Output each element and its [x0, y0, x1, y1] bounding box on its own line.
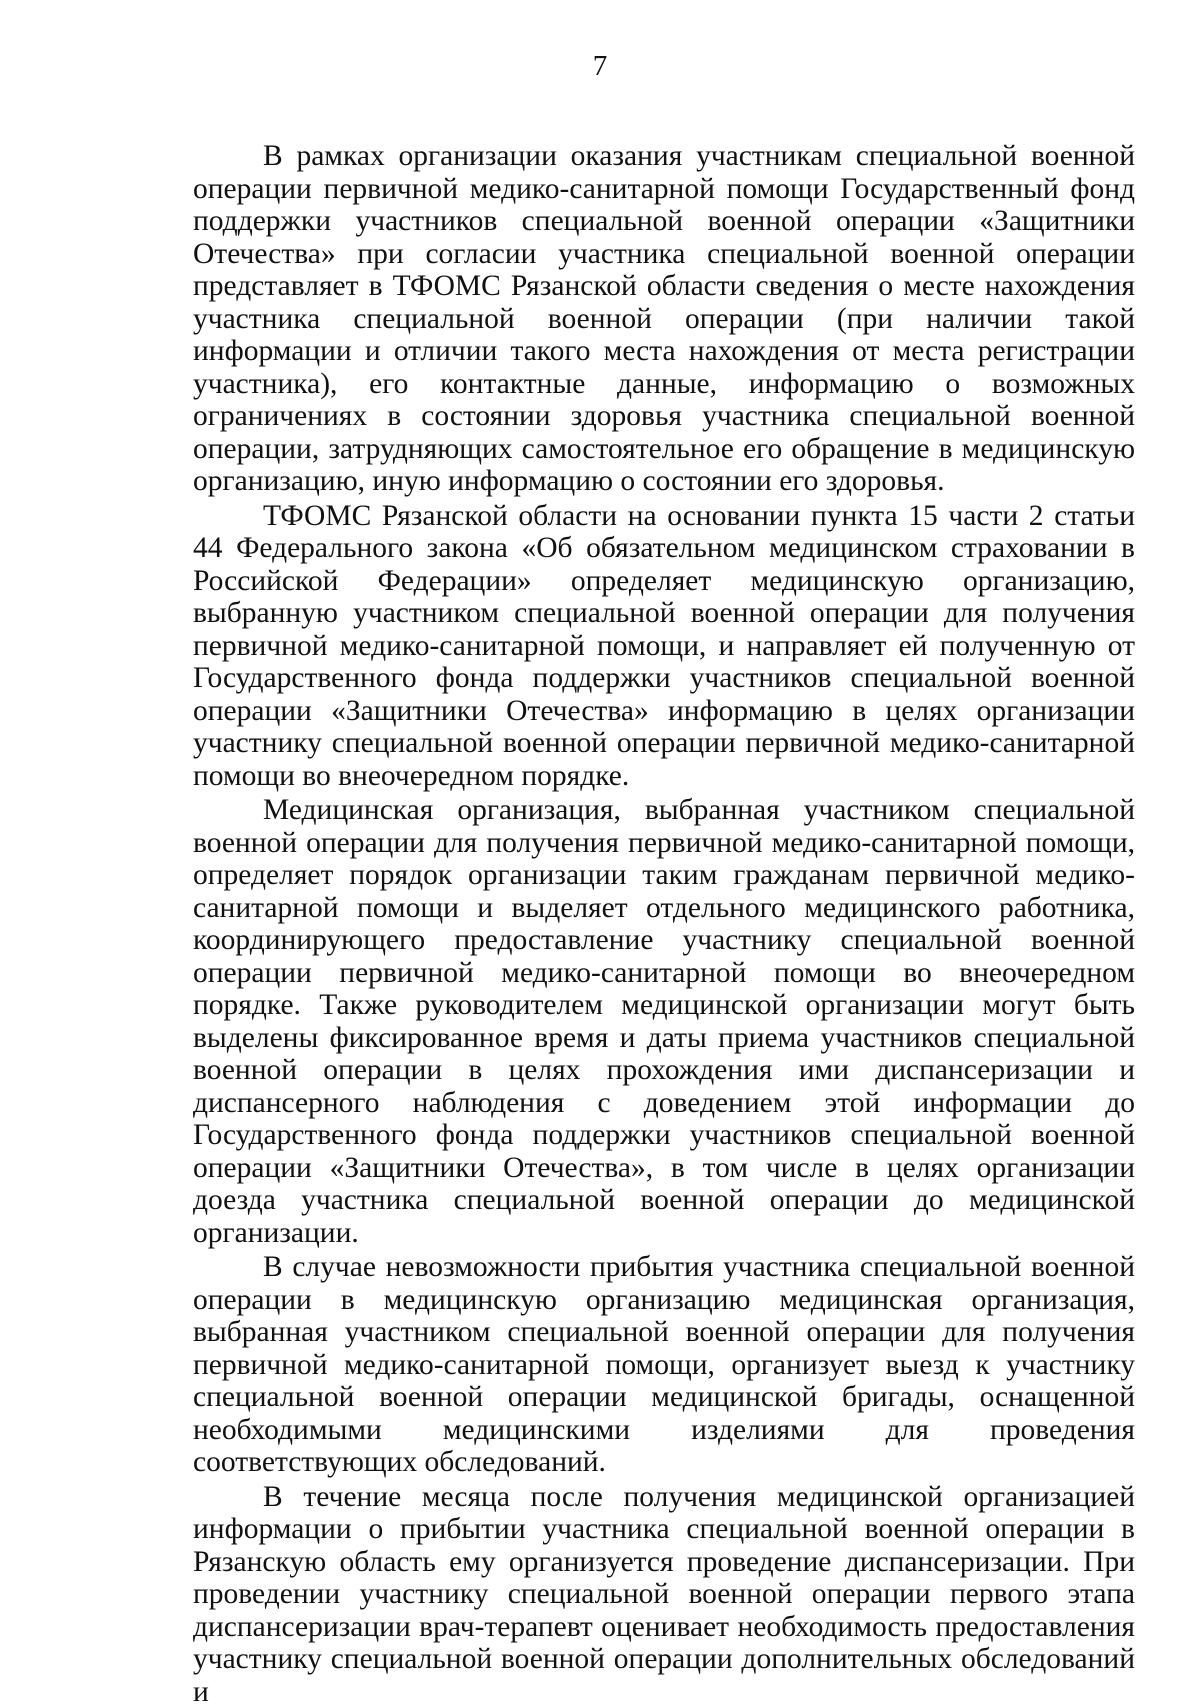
paragraph-2: ТФОМС Рязанской области на основании пункта 15 части 2 статьи 44 Федерального закона «Об обязательном медицинском страховании в Российской Федерации» определяет медицинскую организацию, выбранную участником специальной военной операции для получения первичной медико-санитарной помощи, и направляет ей полученную от Государственного фонда поддержки участников специальной военной операции «Защитники Отечества» информацию в целях организации участнику специальной военной операции первичной медико-санитарной помощи во внеочередном порядке.	[193, 500, 1135, 793]
page-number: 7	[0, 52, 1200, 81]
paragraph-3: Медицинская организация, выбранная участником специальной военной операции для получения первичной медико-санитарной помощи, определяет порядок организации таким гражданам первичной медико-санитарной помощи и выделяет отдельного медицинского работника, координирующего предоставление участнику специальной военной операции первичной медико-санитарной помощи во внеочередном порядке. Также руководителем медицинской организации могут быть выделены фиксированное время и даты приема участников специальной военной операции в целях прохождения ими диспансеризации и диспансерного наблюдения с доведением этой информации до Государственного фонда поддержки участников специальной военной операции «Защитники Отечества», в том числе в целях организации доезда участника специальной военной операции до медицинской организации.	[193, 794, 1135, 1249]
paragraph-1: В рамках организации оказания участникам специальной военной операции первичной медико-санитарной помощи Государственный фонд поддержки участников специальной военной операции «Защитники Отечества» при согласии участника специальной военной операции представляет в ТФОМС Рязанской области сведения о месте нахождения участника специальной военной операции (при наличии такой информации и отличии такого места нахождения от места регистрации участника), его контактные данные, информацию о возможных ограничениях в состоянии здоровья участника специальной военной операции, затрудняющих самостоятельное его обращение в медицинскую организацию, иную информацию о состоянии его здоровья.	[193, 140, 1135, 498]
document-body	[193, 140, 1135, 1708]
paragraph-4: В случае невозможности прибытия участника специальной военной операции в медицинскую организацию медицинская организация, выбранная участником специальной военной операции для получения первичной медико-санитарной помощи, организует выезд к участнику специальной военной операции медицинской бригады, оснащенной необходимыми медицинскими изделиями для проведения соответствующих обследований.	[193, 1251, 1135, 1479]
paragraph-5: В течение месяца после получения медицинской организацией информации о прибытии участника специальной военной операции в Рязанскую область ему организуется проведение диспансеризации. При проведении участнику специальной военной операции первого этапа диспансеризации врач-терапевт оценивает необходимость предоставления участнику специальной военной операции дополнительных обследований и	[193, 1481, 1135, 1708]
